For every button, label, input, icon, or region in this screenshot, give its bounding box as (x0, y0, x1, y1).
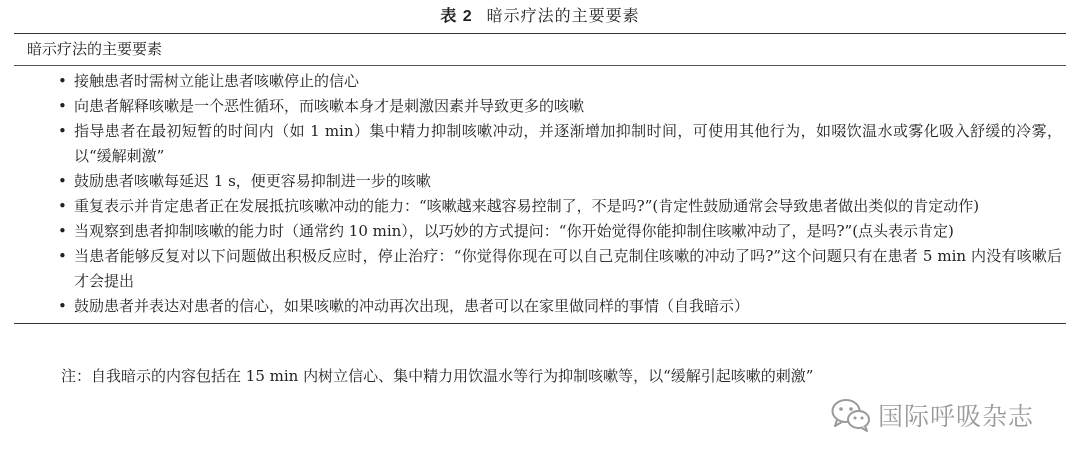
elements-table (14, 33, 1066, 324)
table-number: 表 2 (440, 8, 473, 25)
table-row (14, 244, 1066, 294)
bullet: • (58, 297, 67, 315)
row-text: 当观察到患者抑制咳嗽的能力时（通常约 10 min），以巧妙的方式提问：“你开始觉得你能抑制住咳嗽冲动了，是吗?”(点头表示肯定) (74, 222, 954, 240)
table-row (14, 119, 1066, 169)
wechat-icon (830, 397, 872, 433)
bullet: • (58, 222, 67, 240)
bullet: • (58, 122, 67, 140)
table-body (14, 66, 1066, 323)
row-text: 当患者能够反复对以下问题做出积极反应时，停止治疗：“你觉得你现在可以自己克制住咳嗽的冲动了吗?”这个问题只有在患者 5 min 内没有咳嗽后才会提出 (74, 247, 1062, 290)
row-text: 向患者解释咳嗽是一个恶性循环，而咳嗽本身才是刺激因素并导致更多的咳嗽 (74, 97, 585, 115)
table-header: 暗示疗法的主要要素 (14, 34, 1066, 66)
bullet: • (58, 247, 67, 265)
row-text: 鼓励患者咳嗽每延迟 1 s，便更容易抑制进一步的咳嗽 (74, 172, 431, 190)
row-text: 鼓励患者并表达对患者的信心，如果咳嗽的冲动再次出现，患者可以在家里做同样的事情（自我暗示） (74, 297, 750, 315)
table-row (14, 69, 1066, 94)
table-row (14, 169, 1066, 194)
table-row (14, 94, 1066, 119)
row-text: 接触患者时需树立能让患者咳嗽停止的信心 (74, 72, 360, 90)
watermark-text: 国际呼吸杂志 (878, 402, 1035, 431)
table-row (14, 294, 1066, 319)
table-row (14, 219, 1066, 244)
table-title: 暗示疗法的主要要素 (486, 6, 640, 25)
bullet: • (58, 97, 67, 115)
bullet: • (58, 197, 67, 215)
watermark (830, 395, 1034, 435)
table-caption (0, 5, 1080, 28)
bullet: • (58, 72, 67, 90)
row-text: 重复表示并肯定患者正在发展抵抗咳嗽冲动的能力：“咳嗽越来越容易控制了，不是吗?”(肯定性鼓励通常会导致患者做出类似的肯定动作) (74, 197, 980, 215)
row-text: 指导患者在最初短暂的时间内（如 1 min）集中精力抑制咳嗽冲动，并逐渐增加抑制时间，可使用其他行为，如啜饮温水或雾化吸入舒缓的冷雾，以“缓解刺激” (74, 122, 1062, 165)
table-note: 注：自我暗示的内容包括在 15 min 内树立信心、集中精力用饮温水等行为抑制咳嗽等，以“缓解引起咳嗽的刺激” (61, 367, 814, 385)
bullet: • (58, 172, 67, 190)
table-row (14, 194, 1066, 219)
